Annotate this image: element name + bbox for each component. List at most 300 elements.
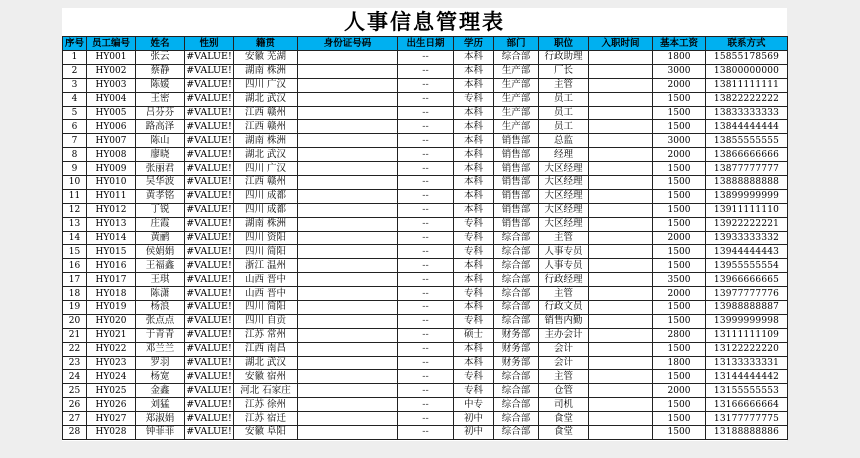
cell-col-position[interactable]: 大区经理 [539, 176, 589, 190]
cell-col-department[interactable]: 综合部 [494, 301, 539, 315]
cell-col-id-number[interactable] [298, 120, 398, 134]
cell-col-name[interactable]: 邓兰兰 [136, 342, 185, 356]
cell-col-employee-id[interactable]: HY019 [87, 301, 136, 315]
cell-col-department[interactable]: 综合部 [494, 231, 539, 245]
cell-col-index[interactable]: 14 [63, 231, 87, 245]
cell-col-base-salary[interactable]: 1500 [653, 370, 706, 384]
cell-col-hire-date[interactable] [589, 273, 653, 287]
cell-col-index[interactable]: 23 [63, 356, 87, 370]
cell-col-department[interactable]: 销售部 [494, 217, 539, 231]
cell-col-education[interactable]: 专科 [454, 92, 494, 106]
cell-col-id-number[interactable] [298, 398, 398, 412]
cell-col-name[interactable]: 陈山 [136, 134, 185, 148]
cell-col-id-number[interactable] [298, 92, 398, 106]
cell-col-hometown[interactable]: 安徽 宿州 [234, 370, 298, 384]
cell-col-base-salary[interactable]: 1500 [653, 398, 706, 412]
cell-col-id-number[interactable] [298, 328, 398, 342]
cell-col-gender[interactable]: #VALUE! [186, 232, 232, 244]
cell-col-department[interactable]: 综合部 [494, 370, 539, 384]
cell-col-index[interactable]: 25 [63, 384, 87, 398]
cell-col-department[interactable]: 销售部 [494, 203, 539, 217]
cell-col-id-number[interactable] [298, 314, 398, 328]
cell-col-gender[interactable]: #VALUE! [186, 426, 232, 438]
cell-col-hire-date[interactable] [589, 314, 653, 328]
cell-col-education[interactable]: 本科 [454, 176, 494, 190]
cell-col-birth-date[interactable]: -- [398, 412, 454, 426]
cell-col-employee-id[interactable]: HY020 [87, 314, 136, 328]
cell-col-position[interactable]: 食堂 [539, 426, 589, 440]
cell-col-employee-id[interactable]: HY002 [87, 64, 136, 78]
cell-col-employee-id[interactable]: HY013 [87, 217, 136, 231]
cell-col-education[interactable]: 专科 [454, 217, 494, 231]
cell-col-hire-date[interactable] [589, 106, 653, 120]
cell-col-base-salary[interactable]: 2000 [653, 287, 706, 301]
cell-col-hometown[interactable]: 四川 资阳 [234, 231, 298, 245]
cell-col-contact[interactable]: 13988888887 [706, 301, 788, 315]
cell-col-position[interactable]: 主办会计 [539, 328, 589, 342]
cell-col-contact[interactable]: 13166666664 [706, 398, 788, 412]
cell-col-index[interactable]: 10 [63, 176, 87, 190]
cell-col-contact[interactable]: 13811111111 [706, 78, 788, 92]
cell-col-gender[interactable]: #VALUE! [186, 315, 232, 327]
cell-col-position[interactable]: 主管 [539, 78, 589, 92]
cell-col-index[interactable]: 18 [63, 287, 87, 301]
cell-col-position[interactable]: 经理 [539, 148, 589, 162]
cell-col-department[interactable]: 生产部 [494, 92, 539, 106]
cell-col-position[interactable]: 主管 [539, 287, 589, 301]
cell-col-gender[interactable]: #VALUE! [186, 398, 232, 410]
cell-col-hire-date[interactable] [589, 426, 653, 440]
cell-col-hometown[interactable]: 四川 广汉 [234, 162, 298, 176]
cell-col-base-salary[interactable]: 2800 [653, 328, 706, 342]
cell-col-base-salary[interactable]: 1500 [653, 217, 706, 231]
cell-col-contact[interactable]: 13866666666 [706, 148, 788, 162]
cell-col-index[interactable]: 6 [63, 120, 87, 134]
cell-col-name[interactable]: 陈潇 [136, 287, 185, 301]
cell-col-employee-id[interactable]: HY015 [87, 245, 136, 259]
cell-col-name[interactable]: 刘猛 [136, 398, 185, 412]
cell-col-hire-date[interactable] [589, 64, 653, 78]
cell-col-name[interactable]: 张丽君 [136, 162, 185, 176]
cell-col-hire-date[interactable] [589, 51, 653, 65]
cell-col-contact[interactable]: 13933333332 [706, 231, 788, 245]
cell-col-base-salary[interactable]: 1500 [653, 162, 706, 176]
cell-col-index[interactable]: 21 [63, 328, 87, 342]
cell-col-gender[interactable]: #VALUE! [186, 259, 232, 271]
cell-col-position[interactable]: 司机 [539, 398, 589, 412]
cell-col-contact[interactable]: 13888888888 [706, 176, 788, 190]
cell-col-education[interactable]: 初中 [454, 426, 494, 440]
cell-col-education[interactable]: 本科 [454, 120, 494, 134]
cell-col-gender[interactable]: #VALUE! [186, 204, 232, 216]
cell-col-department[interactable]: 生产部 [494, 106, 539, 120]
cell-col-name[interactable]: 黄鹂 [136, 231, 185, 245]
cell-col-gender[interactable]: #VALUE! [186, 273, 232, 285]
cell-col-id-number[interactable] [298, 148, 398, 162]
cell-col-birth-date[interactable]: -- [398, 426, 454, 440]
cell-col-education[interactable]: 专科 [454, 245, 494, 259]
cell-col-name[interactable]: 庄霞 [136, 217, 185, 231]
cell-col-birth-date[interactable]: -- [398, 328, 454, 342]
cell-col-birth-date[interactable]: -- [398, 342, 454, 356]
cell-col-birth-date[interactable]: -- [398, 189, 454, 203]
cell-col-education[interactable]: 本科 [454, 356, 494, 370]
cell-col-id-number[interactable] [298, 64, 398, 78]
cell-col-gender[interactable]: #VALUE! [186, 245, 232, 257]
cell-col-birth-date[interactable]: -- [398, 203, 454, 217]
cell-col-contact[interactable]: 13855555555 [706, 134, 788, 148]
cell-col-birth-date[interactable]: -- [398, 259, 454, 273]
cell-col-position[interactable]: 员工 [539, 106, 589, 120]
cell-col-contact[interactable]: 13977777776 [706, 287, 788, 301]
cell-col-index[interactable]: 12 [63, 203, 87, 217]
cell-col-gender[interactable]: #VALUE! [186, 412, 232, 424]
cell-col-department[interactable]: 综合部 [494, 314, 539, 328]
cell-col-index[interactable]: 27 [63, 412, 87, 426]
cell-col-index[interactable]: 19 [63, 301, 87, 315]
cell-col-department[interactable]: 财务部 [494, 356, 539, 370]
cell-col-id-number[interactable] [298, 287, 398, 301]
cell-col-birth-date[interactable]: -- [398, 398, 454, 412]
cell-col-contact[interactable]: 13133333331 [706, 356, 788, 370]
cell-col-gender[interactable]: #VALUE! [186, 65, 232, 77]
cell-col-position[interactable]: 员工 [539, 120, 589, 134]
cell-col-hometown[interactable]: 四川 简阳 [234, 245, 298, 259]
cell-col-id-number[interactable] [298, 384, 398, 398]
cell-col-hire-date[interactable] [589, 203, 653, 217]
cell-col-hire-date[interactable] [589, 328, 653, 342]
cell-col-employee-id[interactable]: HY008 [87, 148, 136, 162]
cell-col-hometown[interactable]: 江苏 徐州 [234, 398, 298, 412]
cell-col-contact[interactable]: 13188888886 [706, 426, 788, 440]
cell-col-department[interactable]: 综合部 [494, 384, 539, 398]
cell-col-hire-date[interactable] [589, 245, 653, 259]
cell-col-hometown[interactable]: 湖北 武汉 [234, 148, 298, 162]
cell-col-employee-id[interactable]: HY012 [87, 203, 136, 217]
cell-col-gender[interactable]: #VALUE! [186, 370, 232, 382]
cell-col-department[interactable]: 销售部 [494, 189, 539, 203]
cell-col-employee-id[interactable]: HY028 [87, 426, 136, 440]
cell-col-index[interactable]: 15 [63, 245, 87, 259]
cell-col-position[interactable]: 大区经理 [539, 189, 589, 203]
cell-col-name[interactable]: 王琪 [136, 273, 185, 287]
cell-col-base-salary[interactable]: 3000 [653, 64, 706, 78]
cell-col-employee-id[interactable]: HY027 [87, 412, 136, 426]
cell-col-education[interactable]: 本科 [454, 162, 494, 176]
cell-col-position[interactable]: 主管 [539, 231, 589, 245]
cell-col-birth-date[interactable]: -- [398, 231, 454, 245]
cell-col-position[interactable]: 行政文员 [539, 301, 589, 315]
column-header-col-gender[interactable]: 性别 [185, 37, 234, 51]
cell-col-contact[interactable]: 13922222221 [706, 217, 788, 231]
cell-col-department[interactable]: 综合部 [494, 398, 539, 412]
cell-col-employee-id[interactable]: HY006 [87, 120, 136, 134]
cell-col-education[interactable]: 本科 [454, 342, 494, 356]
cell-col-hire-date[interactable] [589, 398, 653, 412]
cell-col-birth-date[interactable]: -- [398, 78, 454, 92]
cell-col-gender[interactable]: #VALUE! [186, 134, 232, 146]
cell-col-contact[interactable]: 13155555553 [706, 384, 788, 398]
cell-col-department[interactable]: 销售部 [494, 134, 539, 148]
cell-col-hire-date[interactable] [589, 301, 653, 315]
cell-col-birth-date[interactable]: -- [398, 51, 454, 65]
cell-col-contact[interactable]: 13833333333 [706, 106, 788, 120]
cell-col-id-number[interactable] [298, 231, 398, 245]
cell-col-contact[interactable]: 13800000000 [706, 64, 788, 78]
cell-col-education[interactable]: 专科 [454, 287, 494, 301]
cell-col-employee-id[interactable]: HY010 [87, 176, 136, 190]
cell-col-education[interactable]: 本科 [454, 78, 494, 92]
cell-col-contact[interactable]: 13966666665 [706, 273, 788, 287]
cell-col-position[interactable]: 大区经理 [539, 162, 589, 176]
cell-col-hometown[interactable]: 安徽 芜湖 [234, 51, 298, 65]
cell-col-gender[interactable]: #VALUE! [186, 301, 232, 313]
cell-col-gender[interactable]: #VALUE! [186, 51, 232, 63]
cell-col-hire-date[interactable] [589, 176, 653, 190]
cell-col-name[interactable]: 蔡静 [136, 64, 185, 78]
cell-col-hometown[interactable]: 江西 赣州 [234, 106, 298, 120]
cell-col-index[interactable]: 16 [63, 259, 87, 273]
cell-col-birth-date[interactable]: -- [398, 92, 454, 106]
cell-col-hire-date[interactable] [589, 231, 653, 245]
cell-col-base-salary[interactable]: 2000 [653, 384, 706, 398]
cell-col-contact[interactable]: 13944444443 [706, 245, 788, 259]
column-header-col-position[interactable]: 职位 [539, 37, 589, 51]
cell-col-base-salary[interactable]: 1500 [653, 301, 706, 315]
column-header-col-employee-id[interactable]: 员工编号 [87, 37, 136, 51]
cell-col-hometown[interactable]: 湖南 株洲 [234, 64, 298, 78]
cell-col-position[interactable]: 厂长 [539, 64, 589, 78]
cell-col-hometown[interactable]: 四川 成都 [234, 203, 298, 217]
cell-col-name[interactable]: 吴华波 [136, 176, 185, 190]
cell-col-birth-date[interactable]: -- [398, 106, 454, 120]
cell-col-index[interactable]: 9 [63, 162, 87, 176]
cell-col-hire-date[interactable] [589, 134, 653, 148]
cell-col-hire-date[interactable] [589, 189, 653, 203]
cell-col-hometown[interactable]: 江西 南昌 [234, 342, 298, 356]
cell-col-department[interactable]: 生产部 [494, 64, 539, 78]
cell-col-id-number[interactable] [298, 203, 398, 217]
cell-col-position[interactable]: 总监 [539, 134, 589, 148]
cell-col-base-salary[interactable]: 1500 [653, 412, 706, 426]
cell-col-name[interactable]: 金鑫 [136, 384, 185, 398]
cell-col-index[interactable]: 26 [63, 398, 87, 412]
cell-col-name[interactable]: 于青青 [136, 328, 185, 342]
cell-col-id-number[interactable] [298, 342, 398, 356]
cell-col-position[interactable]: 主管 [539, 370, 589, 384]
cell-col-id-number[interactable] [298, 412, 398, 426]
cell-col-hire-date[interactable] [589, 148, 653, 162]
cell-col-index[interactable]: 7 [63, 134, 87, 148]
cell-col-hometown[interactable]: 浙江 温州 [234, 259, 298, 273]
cell-col-position[interactable]: 仓管 [539, 384, 589, 398]
cell-col-department[interactable]: 综合部 [494, 259, 539, 273]
cell-col-employee-id[interactable]: HY005 [87, 106, 136, 120]
cell-col-index[interactable]: 20 [63, 314, 87, 328]
cell-col-contact[interactable]: 13177777775 [706, 412, 788, 426]
cell-col-hometown[interactable]: 河北 石家庄 [234, 384, 298, 398]
cell-col-education[interactable]: 专科 [454, 231, 494, 245]
cell-col-birth-date[interactable]: -- [398, 301, 454, 315]
cell-col-name[interactable]: 罗羽 [136, 356, 185, 370]
cell-col-name[interactable]: 陈媛 [136, 78, 185, 92]
cell-col-gender[interactable]: #VALUE! [186, 329, 232, 341]
cell-col-base-salary[interactable]: 1500 [653, 120, 706, 134]
cell-col-hometown[interactable]: 江苏 常州 [234, 328, 298, 342]
cell-col-birth-date[interactable]: -- [398, 176, 454, 190]
cell-col-base-salary[interactable]: 3500 [653, 273, 706, 287]
cell-col-hometown[interactable]: 湖南 株洲 [234, 217, 298, 231]
cell-col-hire-date[interactable] [589, 259, 653, 273]
cell-col-position[interactable]: 人事专员 [539, 259, 589, 273]
cell-col-education[interactable]: 本科 [454, 259, 494, 273]
cell-col-hire-date[interactable] [589, 342, 653, 356]
cell-col-gender[interactable]: #VALUE! [186, 162, 232, 174]
cell-col-position[interactable]: 食堂 [539, 412, 589, 426]
cell-col-employee-id[interactable]: HY024 [87, 370, 136, 384]
cell-col-index[interactable]: 3 [63, 78, 87, 92]
column-header-col-hire-date[interactable]: 入职时间 [589, 37, 653, 51]
cell-col-hire-date[interactable] [589, 92, 653, 106]
cell-col-id-number[interactable] [298, 370, 398, 384]
cell-col-index[interactable]: 5 [63, 106, 87, 120]
cell-col-hometown[interactable]: 湖北 武汉 [234, 356, 298, 370]
cell-col-contact[interactable]: 13144444442 [706, 370, 788, 384]
cell-col-base-salary[interactable]: 2000 [653, 231, 706, 245]
cell-col-hometown[interactable]: 安徽 阜阳 [234, 426, 298, 440]
cell-col-birth-date[interactable]: -- [398, 370, 454, 384]
cell-col-base-salary[interactable]: 1500 [653, 426, 706, 440]
cell-col-gender[interactable]: #VALUE! [186, 218, 232, 230]
column-header-col-index[interactable]: 序号 [63, 37, 87, 51]
cell-col-gender[interactable]: #VALUE! [186, 176, 232, 188]
cell-col-employee-id[interactable]: HY016 [87, 259, 136, 273]
cell-col-contact[interactable]: 15855178569 [706, 51, 788, 65]
cell-col-name[interactable]: 侯娟娟 [136, 245, 185, 259]
cell-col-id-number[interactable] [298, 217, 398, 231]
cell-col-department[interactable]: 生产部 [494, 120, 539, 134]
cell-col-hire-date[interactable] [589, 287, 653, 301]
cell-col-gender[interactable]: #VALUE! [186, 148, 232, 160]
cell-col-gender[interactable]: #VALUE! [186, 190, 232, 202]
cell-col-education[interactable]: 本科 [454, 64, 494, 78]
cell-col-position[interactable]: 行政经理 [539, 273, 589, 287]
cell-col-name[interactable]: 廖晓 [136, 148, 185, 162]
cell-col-hometown[interactable]: 四川 广汉 [234, 78, 298, 92]
cell-col-hire-date[interactable] [589, 120, 653, 134]
cell-col-hometown[interactable]: 山西 晋中 [234, 287, 298, 301]
cell-col-education[interactable]: 专科 [454, 314, 494, 328]
cell-col-contact[interactable]: 13844444444 [706, 120, 788, 134]
cell-col-education[interactable]: 硕士 [454, 328, 494, 342]
cell-col-gender[interactable]: #VALUE! [186, 107, 232, 118]
cell-col-employee-id[interactable]: HY021 [87, 328, 136, 342]
cell-col-birth-date[interactable]: -- [398, 273, 454, 287]
cell-col-department[interactable]: 综合部 [494, 245, 539, 259]
cell-col-position[interactable]: 大区经理 [539, 217, 589, 231]
cell-col-education[interactable]: 本科 [454, 106, 494, 120]
column-header-col-id-number[interactable]: 身份证号码 [298, 37, 398, 51]
cell-col-id-number[interactable] [298, 426, 398, 440]
cell-col-department[interactable]: 财务部 [494, 342, 539, 356]
column-header-col-contact[interactable]: 联系方式 [706, 37, 788, 51]
cell-col-hire-date[interactable] [589, 217, 653, 231]
cell-col-id-number[interactable] [298, 259, 398, 273]
cell-col-birth-date[interactable]: -- [398, 162, 454, 176]
cell-col-base-salary[interactable]: 1500 [653, 189, 706, 203]
cell-col-birth-date[interactable]: -- [398, 287, 454, 301]
cell-col-hometown[interactable]: 四川 自贡 [234, 314, 298, 328]
cell-col-index[interactable]: 8 [63, 148, 87, 162]
cell-col-birth-date[interactable]: -- [398, 314, 454, 328]
cell-col-index[interactable]: 28 [63, 426, 87, 440]
cell-col-hometown[interactable]: 四川 成都 [234, 189, 298, 203]
cell-col-id-number[interactable] [298, 245, 398, 259]
cell-col-hire-date[interactable] [589, 162, 653, 176]
cell-col-hire-date[interactable] [589, 370, 653, 384]
cell-col-department[interactable]: 综合部 [494, 51, 539, 65]
cell-col-gender[interactable]: #VALUE! [186, 287, 232, 299]
cell-col-position[interactable]: 会计 [539, 342, 589, 356]
cell-col-employee-id[interactable]: HY003 [87, 78, 136, 92]
cell-col-hire-date[interactable] [589, 78, 653, 92]
cell-col-name[interactable]: 钟菲菲 [136, 426, 185, 440]
cell-col-hometown[interactable]: 山西 晋中 [234, 273, 298, 287]
cell-col-name[interactable]: 丁锐 [136, 203, 185, 217]
cell-col-name[interactable]: 郑淑娟 [136, 412, 185, 426]
cell-col-gender[interactable]: #VALUE! [186, 384, 232, 396]
cell-col-contact[interactable]: 13955555554 [706, 259, 788, 273]
cell-col-birth-date[interactable]: -- [398, 134, 454, 148]
cell-col-department[interactable]: 综合部 [494, 426, 539, 440]
cell-col-contact[interactable]: 13899999999 [706, 189, 788, 203]
cell-col-position[interactable]: 销售内勤 [539, 314, 589, 328]
cell-col-name[interactable]: 杨浪 [136, 301, 185, 315]
cell-col-department[interactable]: 生产部 [494, 78, 539, 92]
cell-col-employee-id[interactable]: HY014 [87, 231, 136, 245]
cell-col-id-number[interactable] [298, 51, 398, 65]
cell-col-gender[interactable]: #VALUE! [186, 343, 232, 355]
cell-col-education[interactable]: 本科 [454, 148, 494, 162]
cell-col-base-salary[interactable]: 1500 [653, 342, 706, 356]
cell-col-department[interactable]: 财务部 [494, 328, 539, 342]
cell-col-base-salary[interactable]: 1800 [653, 51, 706, 65]
cell-col-employee-id[interactable]: HY004 [87, 92, 136, 106]
cell-col-base-salary[interactable]: 3000 [653, 134, 706, 148]
cell-col-base-salary[interactable]: 1500 [653, 176, 706, 190]
cell-col-base-salary[interactable]: 2000 [653, 78, 706, 92]
cell-col-index[interactable]: 11 [63, 189, 87, 203]
cell-col-hire-date[interactable] [589, 356, 653, 370]
cell-col-position[interactable]: 行政助理 [539, 51, 589, 65]
cell-col-employee-id[interactable]: HY026 [87, 398, 136, 412]
cell-col-base-salary[interactable]: 1500 [653, 92, 706, 106]
cell-col-hometown[interactable]: 湖北 武汉 [234, 92, 298, 106]
cell-col-department[interactable]: 综合部 [494, 273, 539, 287]
cell-col-contact[interactable]: 13122222220 [706, 342, 788, 356]
cell-col-name[interactable]: 王福鑫 [136, 259, 185, 273]
cell-col-employee-id[interactable]: HY009 [87, 162, 136, 176]
cell-col-index[interactable]: 13 [63, 217, 87, 231]
cell-col-employee-id[interactable]: HY023 [87, 356, 136, 370]
cell-col-contact[interactable]: 13999999998 [706, 314, 788, 328]
cell-col-id-number[interactable] [298, 106, 398, 120]
cell-col-position[interactable]: 人事专员 [539, 245, 589, 259]
cell-col-department[interactable]: 销售部 [494, 148, 539, 162]
cell-col-contact[interactable]: 13111111109 [706, 328, 788, 342]
cell-col-name[interactable]: 张云 [136, 51, 185, 65]
cell-col-id-number[interactable] [298, 162, 398, 176]
